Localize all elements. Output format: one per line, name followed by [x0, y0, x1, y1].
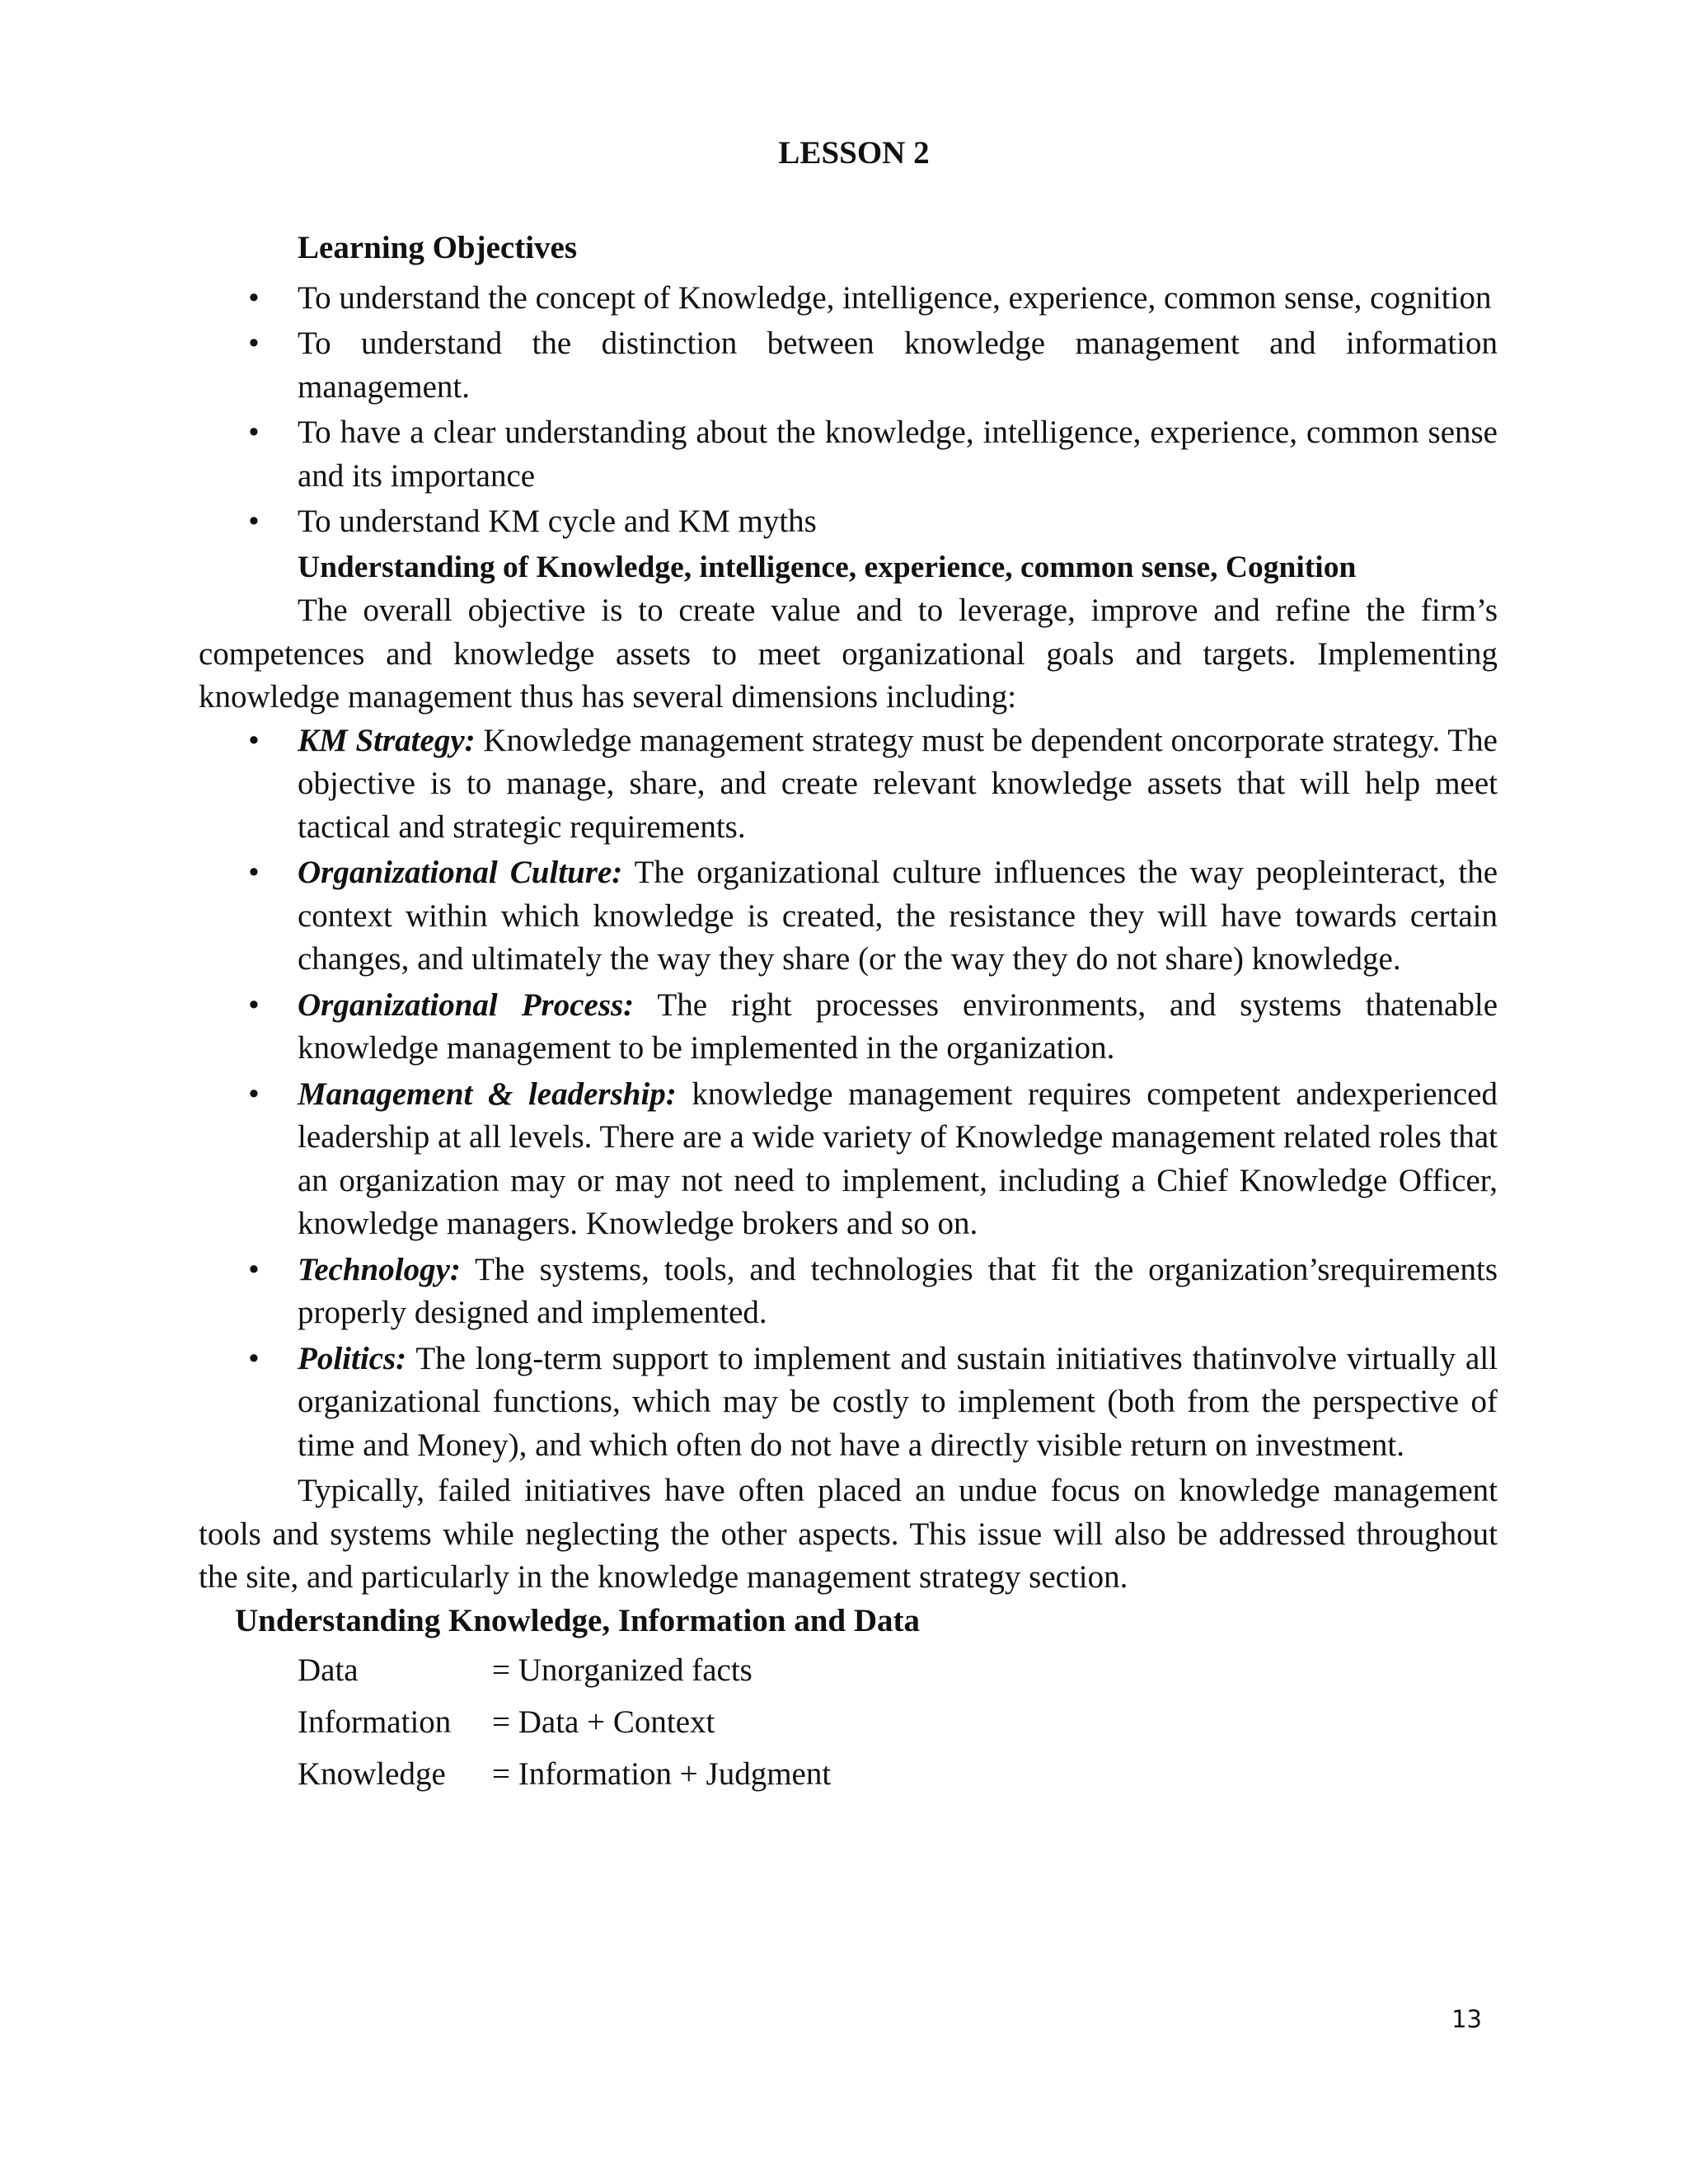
page-content — [199, 132, 1498, 1805]
bullet-icon: • — [248, 722, 260, 758]
section-heading-understanding: Understanding of Knowledge, intelligence, experience, common sense, Cognition — [298, 550, 1357, 584]
dimension-term: Organizational Process: — [298, 987, 635, 1023]
objective-text: To understand KM cycle and KM myths — [298, 504, 817, 539]
list-item — [199, 1249, 1498, 1335]
dimension-term: Technology: — [298, 1251, 461, 1287]
km-dimensions-list — [199, 719, 1498, 1468]
section-heading-knowledge-information-data: Understanding Knowledge, Information and Data — [235, 1602, 921, 1638]
list-item — [199, 277, 1498, 321]
closing-paragraph: Typically, failed initiatives have often placed an undue focus on knowledge management tools and systems while neglecting the other aspects. This issue will also be addressed throughout the site, and particularly in the knowledge management strategy section. — [199, 1473, 1498, 1595]
learning-objectives-list — [199, 277, 1498, 544]
dimension-text: knowledge management requires competent andexperienced leadership at all levels. There are a wide variety of Knowledge management related roles that an organization may or may not need to implement, including a Chief Knowledge Officer, knowledge managers. Knowledge brokers and so on. — [298, 1076, 1498, 1241]
bullet-icon: • — [248, 415, 260, 450]
objective-text: To understand the distinction between knowledge management and information management. — [298, 326, 1498, 405]
list-item — [199, 500, 1498, 544]
definition-value: = Data + Context — [492, 1704, 715, 1740]
dimension-term: KM Strategy: — [298, 722, 476, 758]
definition-value: = Information + Judgment — [492, 1756, 832, 1792]
list-item — [199, 719, 1498, 850]
definition-term: Knowledge — [298, 1756, 446, 1792]
bullet-icon: • — [248, 279, 260, 316]
definitions-table — [199, 1649, 1498, 1805]
bullet-icon: • — [248, 326, 260, 361]
bullet-icon: • — [248, 1251, 260, 1287]
bullet-icon: • — [248, 855, 260, 890]
dimension-text: Knowledge management strategy must be dependent oncorporate strategy. The objective is to manage, share, and create relevant knowledge assets that will help meet tactical and strategic requirements. — [298, 722, 1498, 845]
list-item — [199, 984, 1498, 1071]
definition-row — [298, 1649, 1498, 1701]
dimension-term: Organizational Culture: — [298, 855, 623, 890]
intro-paragraph: The overall objective is to create value and to leverage, improve and refine the firm’s competences and knowledge assets to meet organizational goals and targets. Implementing knowledge management thus has several dimensions including: — [199, 593, 1498, 715]
bullet-icon: • — [248, 1340, 260, 1376]
dimension-term: Politics: — [298, 1340, 407, 1376]
list-item — [199, 1338, 1498, 1468]
bullet-icon: • — [248, 987, 260, 1023]
dimension-term: Management & leadership: — [298, 1076, 677, 1112]
definition-value: = Unorganized facts — [492, 1652, 753, 1688]
dimension-text: The organizational culture influences the way peopleinteract, the context within which knowledge is created, the resistance they will have towards certain changes, and ultimately the way they share (or the way they do not share) knowledge. — [298, 855, 1498, 977]
learning-objectives-heading: Learning Objectives — [298, 230, 578, 265]
list-item — [199, 1073, 1498, 1246]
objective-text: To understand the concept of Knowledge, intelligence, experience, common sense, cognition — [298, 279, 1492, 316]
bullet-icon: • — [248, 504, 260, 539]
lesson-title: LESSON 2 — [778, 135, 930, 171]
list-item — [199, 411, 1498, 498]
dimension-text: The systems, tools, and technologies that fit the organization’srequirements properly designed and implemented. — [298, 1251, 1498, 1330]
list-item — [199, 322, 1498, 409]
definition-row — [298, 1701, 1498, 1753]
page-number: 13 — [1451, 2005, 1482, 2033]
definition-term: Data — [298, 1652, 359, 1688]
dimension-text: The long-term support to implement and sustain initiatives thatinvolve virtually all organizational functions, which may be costly to implement (both from the perspective of time and Money), and which often do not have a directly visible return on investment. — [298, 1340, 1498, 1463]
bullet-icon: • — [248, 1076, 260, 1112]
definition-row — [298, 1753, 1498, 1805]
list-item — [199, 851, 1498, 982]
definition-term: Information — [298, 1704, 452, 1740]
dimension-text: The right processes environments, and systems thatenable knowledge management to be implemented in the organization. — [298, 987, 1498, 1066]
objective-text: To have a clear understanding about the knowledge, intelligence, experience, common sense and its importance — [298, 415, 1498, 494]
